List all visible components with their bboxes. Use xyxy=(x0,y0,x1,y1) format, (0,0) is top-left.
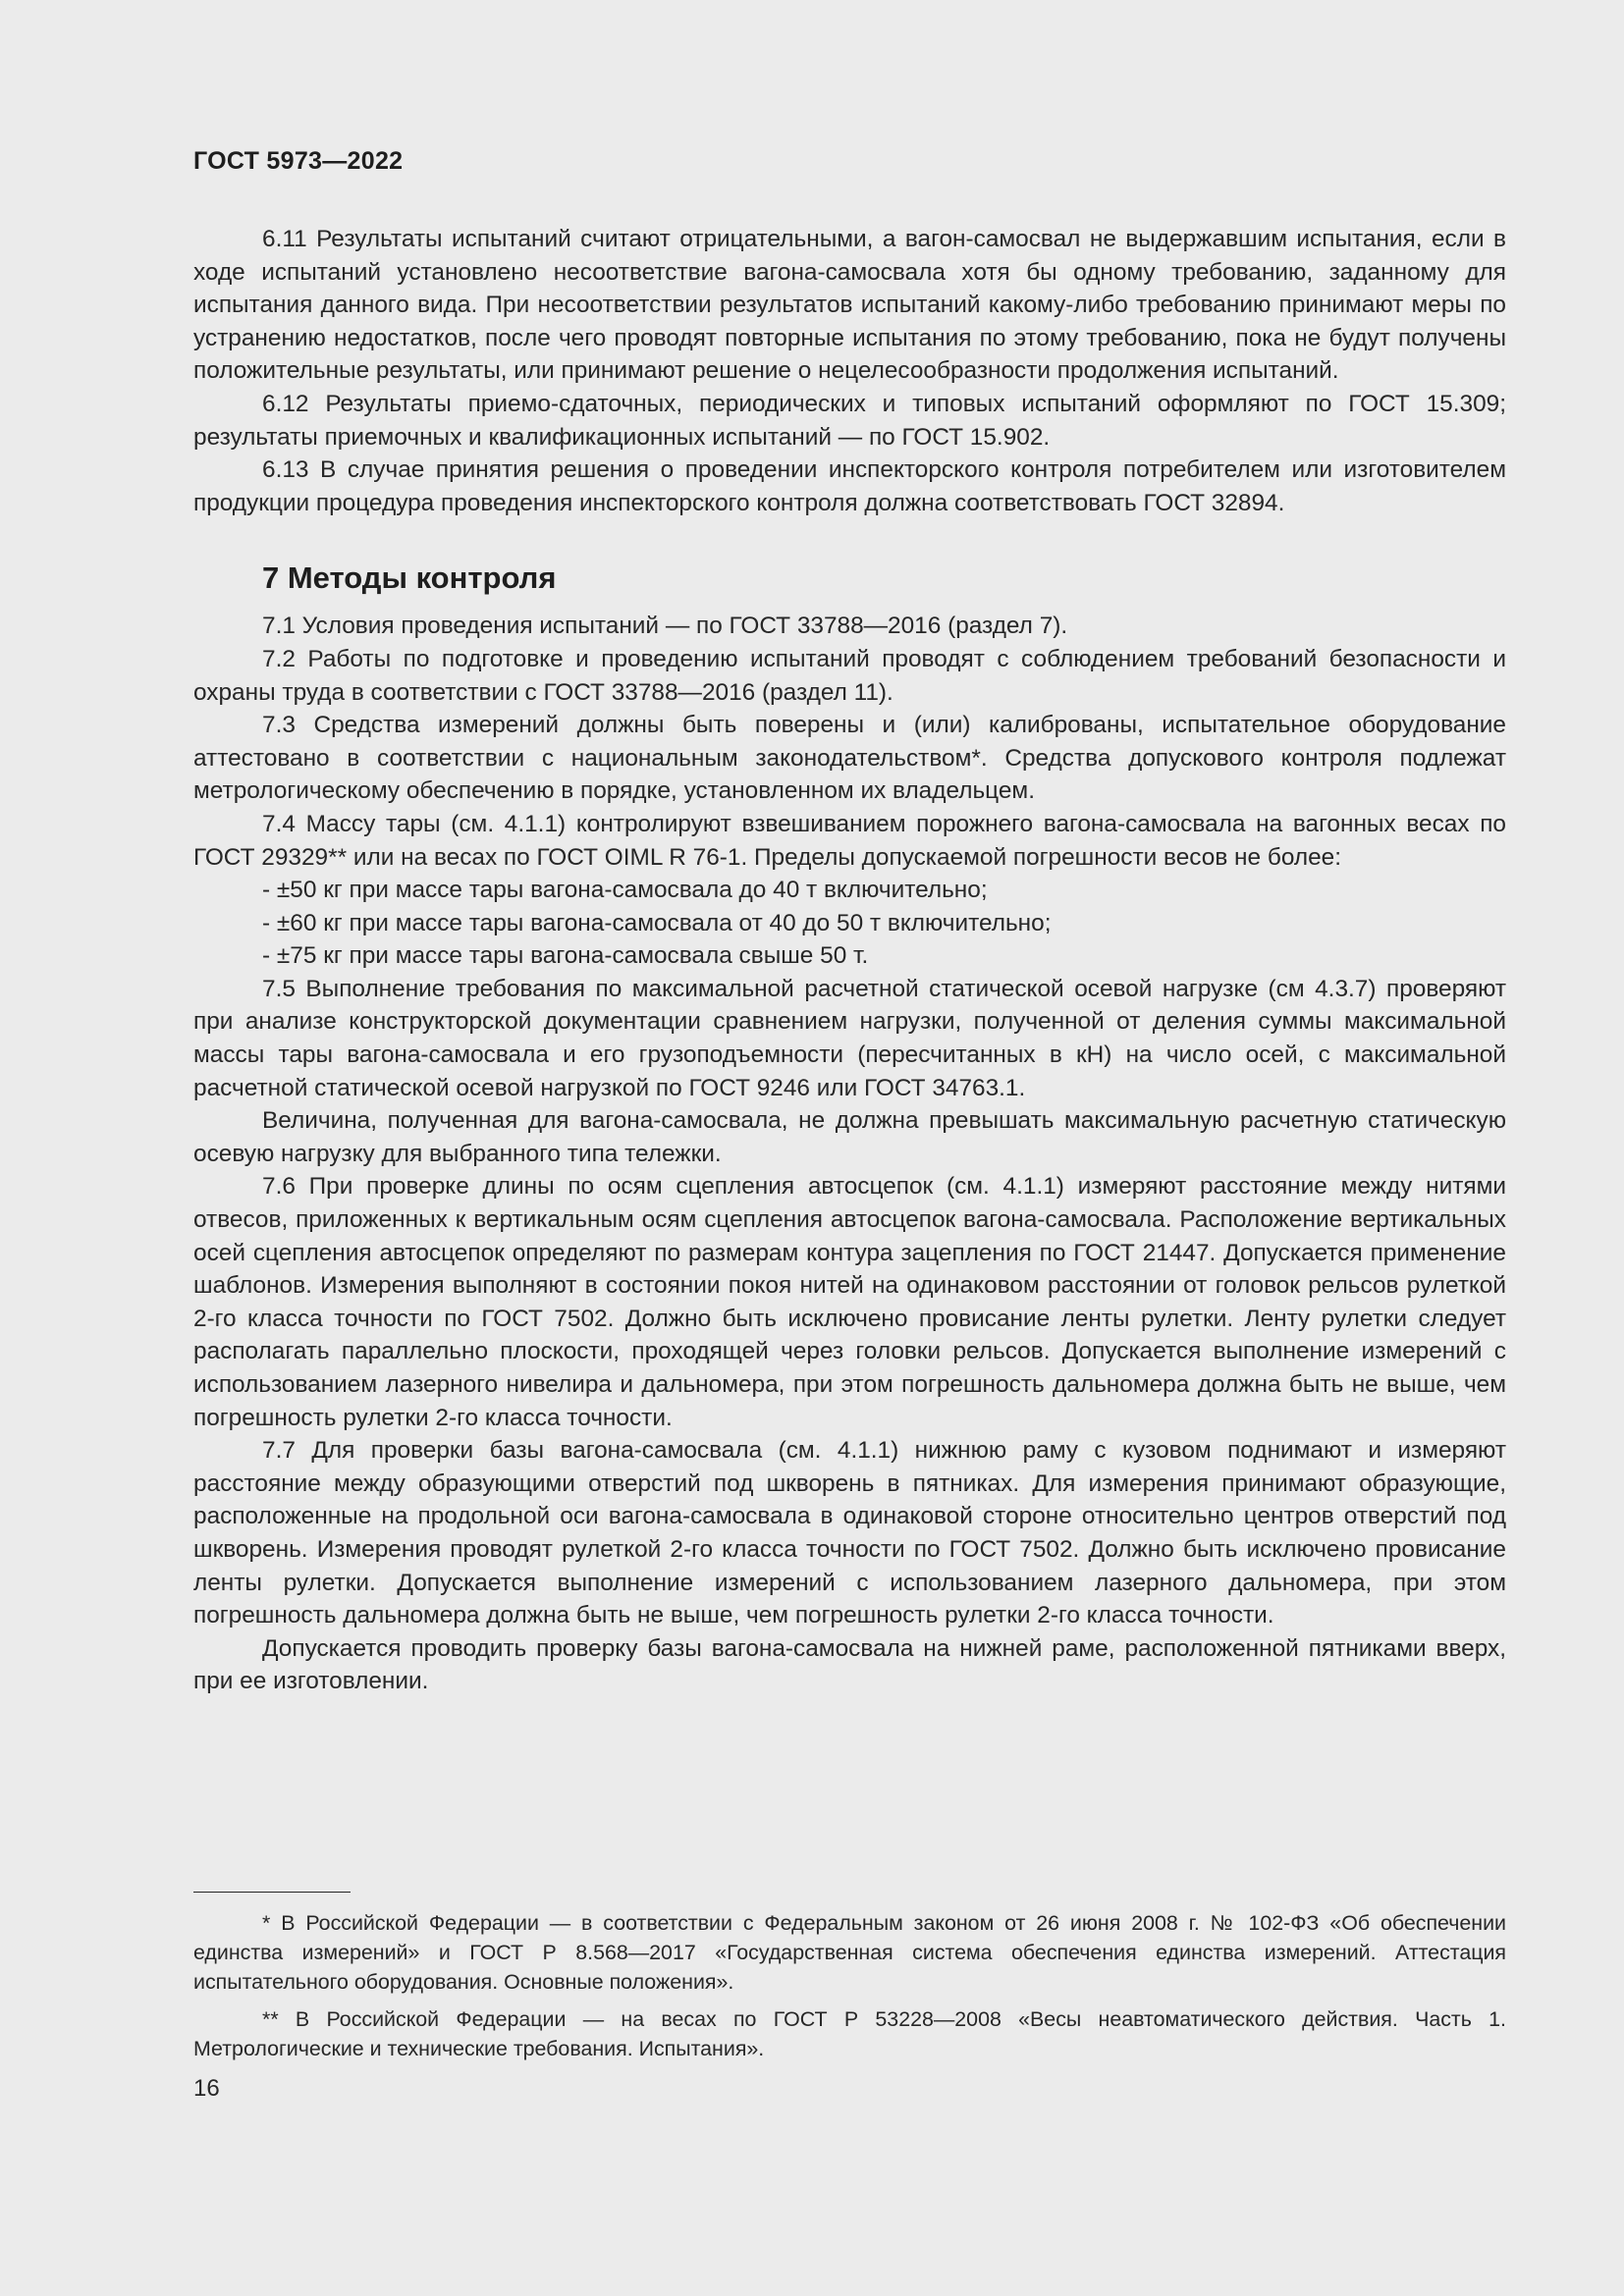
footnotes xyxy=(193,1908,1506,2071)
document-body xyxy=(193,223,1506,1698)
paragraph-7-4: 7.4 Массу тары (см. 4.1.1) контролируют взвешиванием порожнего вагона-самосвала на вагонных весах по ГОСТ 29329** или на весах по ГОСТ OIML R 76-1. Пределы допускаемой погрешности весов не более: xyxy=(193,810,1506,871)
footnote-2: ** В Российской Федерации — на весах по ГОСТ Р 53228—2008 «Весы неавтоматического действия. Часть 1. Метрологические и технические требования. Испытания». xyxy=(193,2007,1506,2060)
paragraph-7-6: 7.6 При проверке длины по осям сцепления автосцепок (см. 4.1.1) измеряют расстояние между нитями отвесов, приложенных к вертикальным осям сцепления автосцепок вагона-самосвала. Расположение вертикальных осей сцепления автосцепок определяют по размерам контура зацепления по ГОСТ 21447. Допускается применение шаблонов. Измерения выполняют в состоянии покоя нитей на одинаковом расстоянии от головок рельсов рулеткой 2-го класса точности по ГОСТ 7502. Должно быть исключено провисание ленты рулетки. Ленту рулетки следует располагать параллельно плоскости, проходящей через головки рельсов. Допускается выполнение измерений с использованием лазерного нивелира и дальномера, при этом погрешность дальномера должна быть не выше, чем погрешность рулетки 2-го класса точности. xyxy=(193,1173,1506,1431)
paragraph-7-7-note: Допускается проводить проверку базы вагона-самосвала на нижней раме, расположенной пятниками вверх, при ее изготовлении. xyxy=(193,1634,1506,1695)
paragraph-7-2: 7.2 Работы по подготовке и проведению испытаний проводят с соблюдением требований безопасности и охраны труда в соответствии с ГОСТ 33788—2016 (раздел 11). xyxy=(193,645,1506,706)
paragraph-6-11: 6.11 Результаты испытаний считают отрицательными, а вагон-самосвал не выдержавшим испытания, если в ходе испытаний установлено несоответствие вагона-самосвала хотя бы одному требованию, заданному для испытания данного вида. При несоответствии результатов испытаний какому-либо требованию принимают меры по устранению недостатков, после чего проводят повторные испытания по этому требованию, пока не будут получены положительные результаты, или принимают решение о нецелесообразности продолжения испытаний. xyxy=(193,226,1506,385)
list-item: - ±60 кг при массе тары вагона-самосвала от 40 до 50 т включительно; xyxy=(262,909,1052,936)
footnote-1: * В Российской Федерации — в соответствии с Федеральным законом от 26 июня 2008 г. № 102-ФЗ «Об обеспечении единства измерений» и ГОСТ Р 8.568—2017 «Государственная система обеспечения единства измерений. Аттестация испытательного оборудования. Основные положения». xyxy=(193,1911,1506,1994)
section-title: 7 Методы контроля xyxy=(262,561,557,596)
footnote-divider xyxy=(193,1892,351,1893)
page-number: 16 xyxy=(193,2075,220,2102)
paragraph-7-7: 7.7 Для проверки базы вагона-самосвала (см. 4.1.1) нижнюю раму с кузовом поднимают и измеряют расстояние между образующими отверстий под шкворень в пятниках. Для измерения принимают образующие, расположенные на продольной оси вагона-самосвала в одинаковой стороне относительно центров отверстий под шкворень. Измерения проводят рулеткой 2-го класса точности по ГОСТ 7502. Должно быть исключено провисание ленты рулетки. Допускается выполнение измерений с использованием лазерного дальномера, при этом погрешность дальномера должна быть не выше, чем погрешность рулетки 2-го класса точности. xyxy=(193,1437,1506,1629)
list-item: - ±50 кг при массе тары вагона-самосвала до 40 т включительно; xyxy=(262,877,988,904)
paragraph-6-12: 6.12 Результаты приемо-сдаточных, периодических и типовых испытаний оформляют по ГОСТ 15.309; результаты приемочных и квалификационных испытаний — по ГОСТ 15.902. xyxy=(193,390,1506,451)
paragraph-7-5-note: Величина, полученная для вагона-самосвала, не должна превышать максимальную расчетную статическую осевую нагрузку для выбранного типа тележки. xyxy=(193,1107,1506,1167)
paragraph-7-1: 7.1 Условия проведения испытаний — по ГОСТ 33788—2016 (раздел 7). xyxy=(262,613,1068,640)
paragraph-6-13: 6.13 В случае принятия решения о проведении инспекторского контроля потребителем или изготовителем продукции процедура проведения инспекторского контроля должна соответствовать ГОСТ 32894. xyxy=(193,456,1506,516)
paragraph-7-5: 7.5 Выполнение требования по максимальной расчетной статической осевой нагрузке (см 4.3.7) проверяют при анализе конструкторской документации сравнением нагрузки, полученной от деления суммы максимальной массы тары вагона-самосвала и его грузоподъемности (пересчитанных в кН) на число осей, с максимальной расчетной статической осевой нагрузкой по ГОСТ 9246 или ГОСТ 34763.1. xyxy=(193,975,1506,1101)
paragraph-7-3: 7.3 Средства измерений должны быть поверены и (или) калиброваны, испытательное оборудование аттестовано в соответствии с национальным законодательством*. Средства допускового контроля подлежат метрологическому обеспечению в порядке, установленном их владельцем. xyxy=(193,712,1506,805)
document-header: ГОСТ 5973—2022 xyxy=(193,147,404,175)
list-item: - ±75 кг при массе тары вагона-самосвала свыше 50 т. xyxy=(262,942,869,970)
